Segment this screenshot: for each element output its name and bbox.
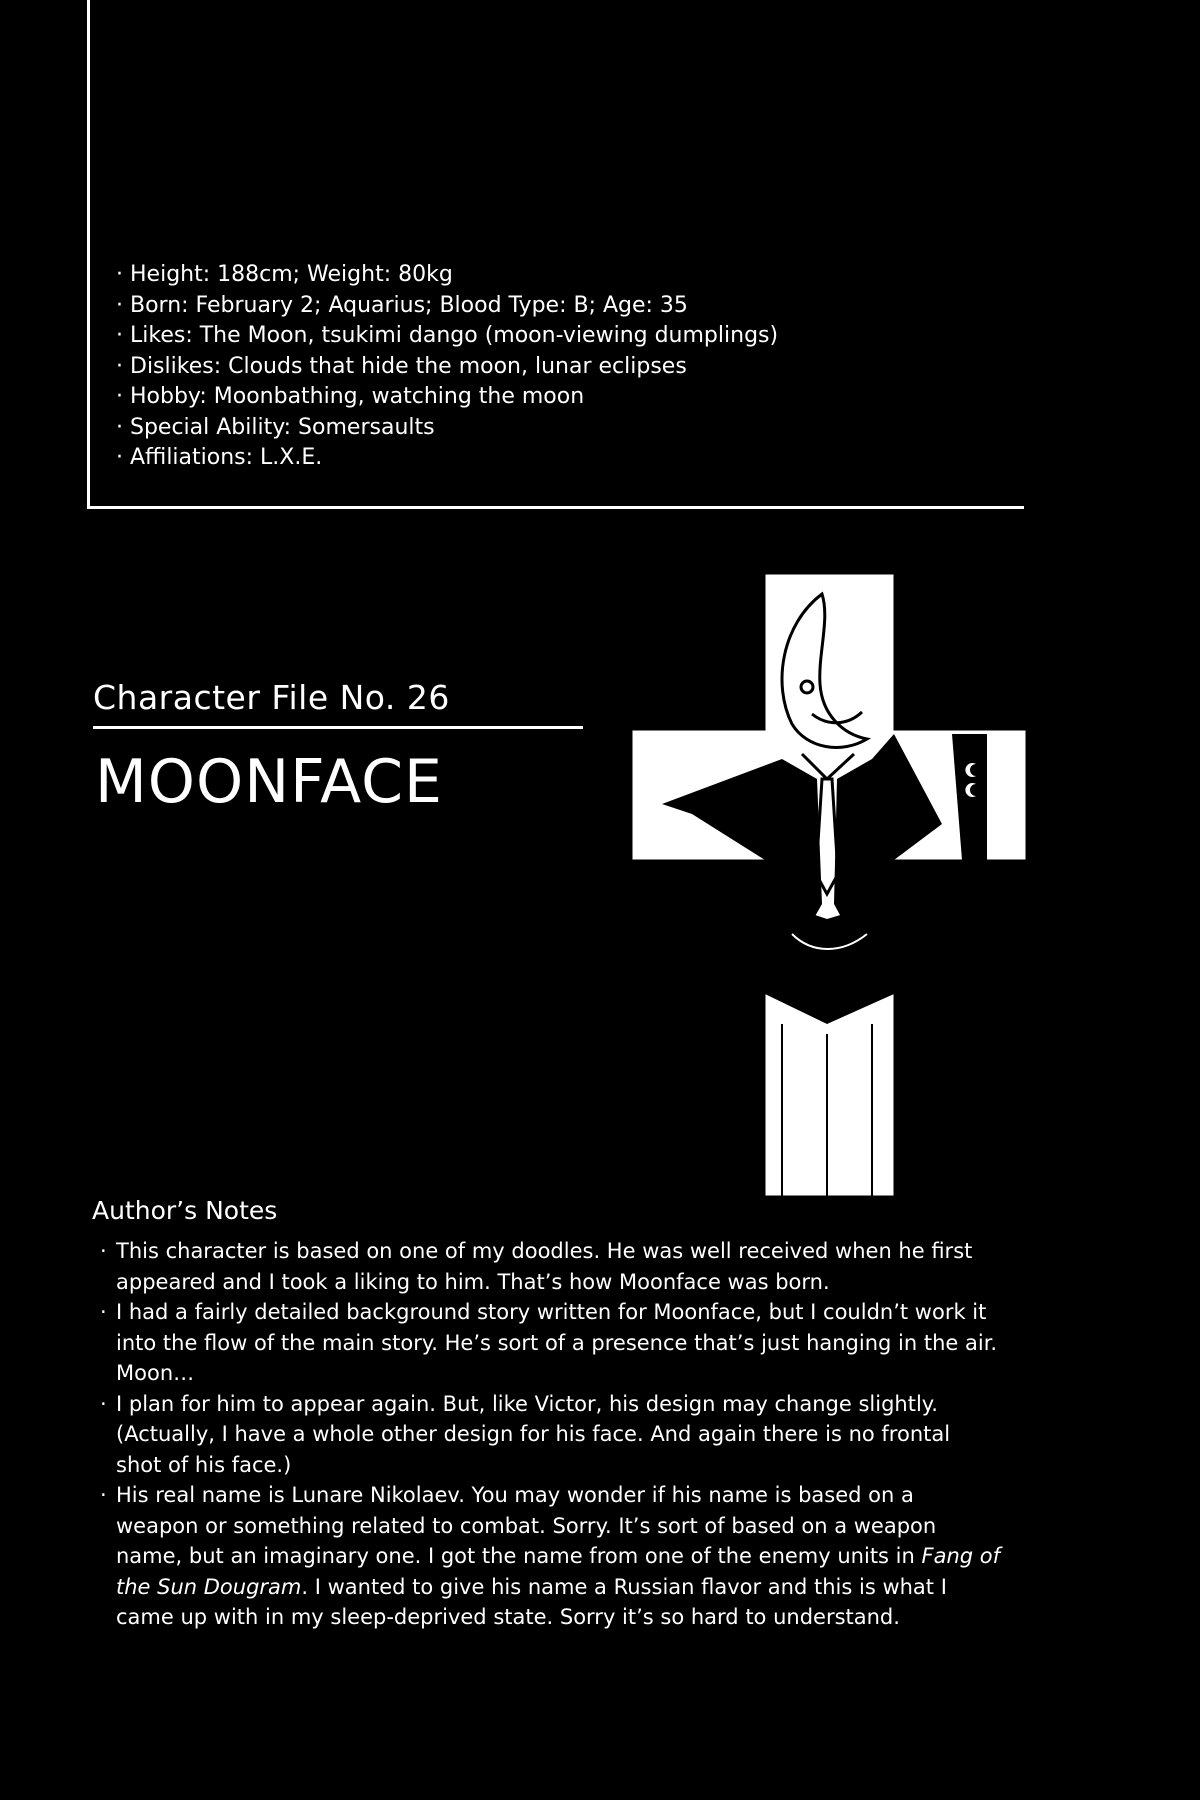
stat-likes: · Likes: The Moon, tsukimi dango (moon-viewing dumplings) [116, 323, 779, 348]
authors-notes-title: Author’s Notes [92, 1196, 278, 1225]
file-title-underline [93, 726, 583, 729]
note-item: · This character is based on one of my doodles. He was well received when he first appeared and I took a liking to him. That’s how Moonface was born. [100, 1236, 1000, 1297]
stat-text: Likes: The Moon, tsukimi dango (moon-viewing dumplings) [130, 323, 779, 348]
authors-notes-list [100, 1236, 1000, 1633]
frame-bottom-border [87, 506, 1024, 509]
stat-height-weight: · Height: 188cm; Weight: 80kg [116, 262, 453, 287]
note-item: · I plan for him to appear again. But, like Victor, his design may change slightly. (Actually, I have a whole other design for his face. And again there is no frontal shot of his face.) [100, 1389, 1000, 1481]
stat-affiliations: · Affiliations: L.X.E. [116, 445, 323, 470]
stat-born: · Born: February 2; Aquarius; Blood Type: B; Age: 35 [116, 292, 688, 318]
character-name: MOONFACE [95, 747, 443, 817]
note-item: · I had a fairly detailed background story written for Moonface, but I couldn’t work it into the flow of the main story. He’s sort of a presence that’s just hanging in the air. Moon… [100, 1297, 1000, 1389]
note-item [100, 1480, 1000, 1633]
stat-text: Born: February 2; Aquarius; Blood Type: B; Age: 35 [130, 292, 688, 318]
stat-text: Dislikes: Clouds that hide the moon, lunar eclipses [130, 353, 687, 379]
stat-text: Affiliations: L.X.E. [130, 445, 323, 470]
moonface-cross-illustration [632, 574, 1026, 1196]
stat-text: Height: 188cm; Weight: 80kg [130, 262, 453, 287]
stat-text: Special Ability: Somersaults [130, 414, 435, 440]
note-text: His real name is Lunare Nikolaev. You may wonder if his name is based on a weapon or something related to combat. Sorry. It’s sort of based on a weapon name, but an imaginary one. I got the name from one of the enemy units in [116, 1483, 937, 1568]
stat-dislikes: · Dislikes: Clouds that hide the moon, lunar eclipses [116, 353, 687, 379]
note-text: . I wanted to give his name a Russian flavor and this is what I came up with in my sleep-deprived state. Sorry it’s so hard to understand. [116, 1574, 947, 1629]
profile-stats-list [116, 260, 778, 474]
frame-left-border [87, 0, 90, 509]
stat-hobby: · Hobby: Moonbathing, watching the moon [116, 384, 585, 409]
stat-special-ability: · Special Ability: Somersaults [116, 414, 435, 440]
stat-text: Hobby: Moonbathing, watching the moon [130, 384, 585, 409]
note-title-italic: Fang of the Sun Dougram [116, 1544, 1001, 1599]
character-file-number: Character File No. 26 [93, 678, 450, 717]
